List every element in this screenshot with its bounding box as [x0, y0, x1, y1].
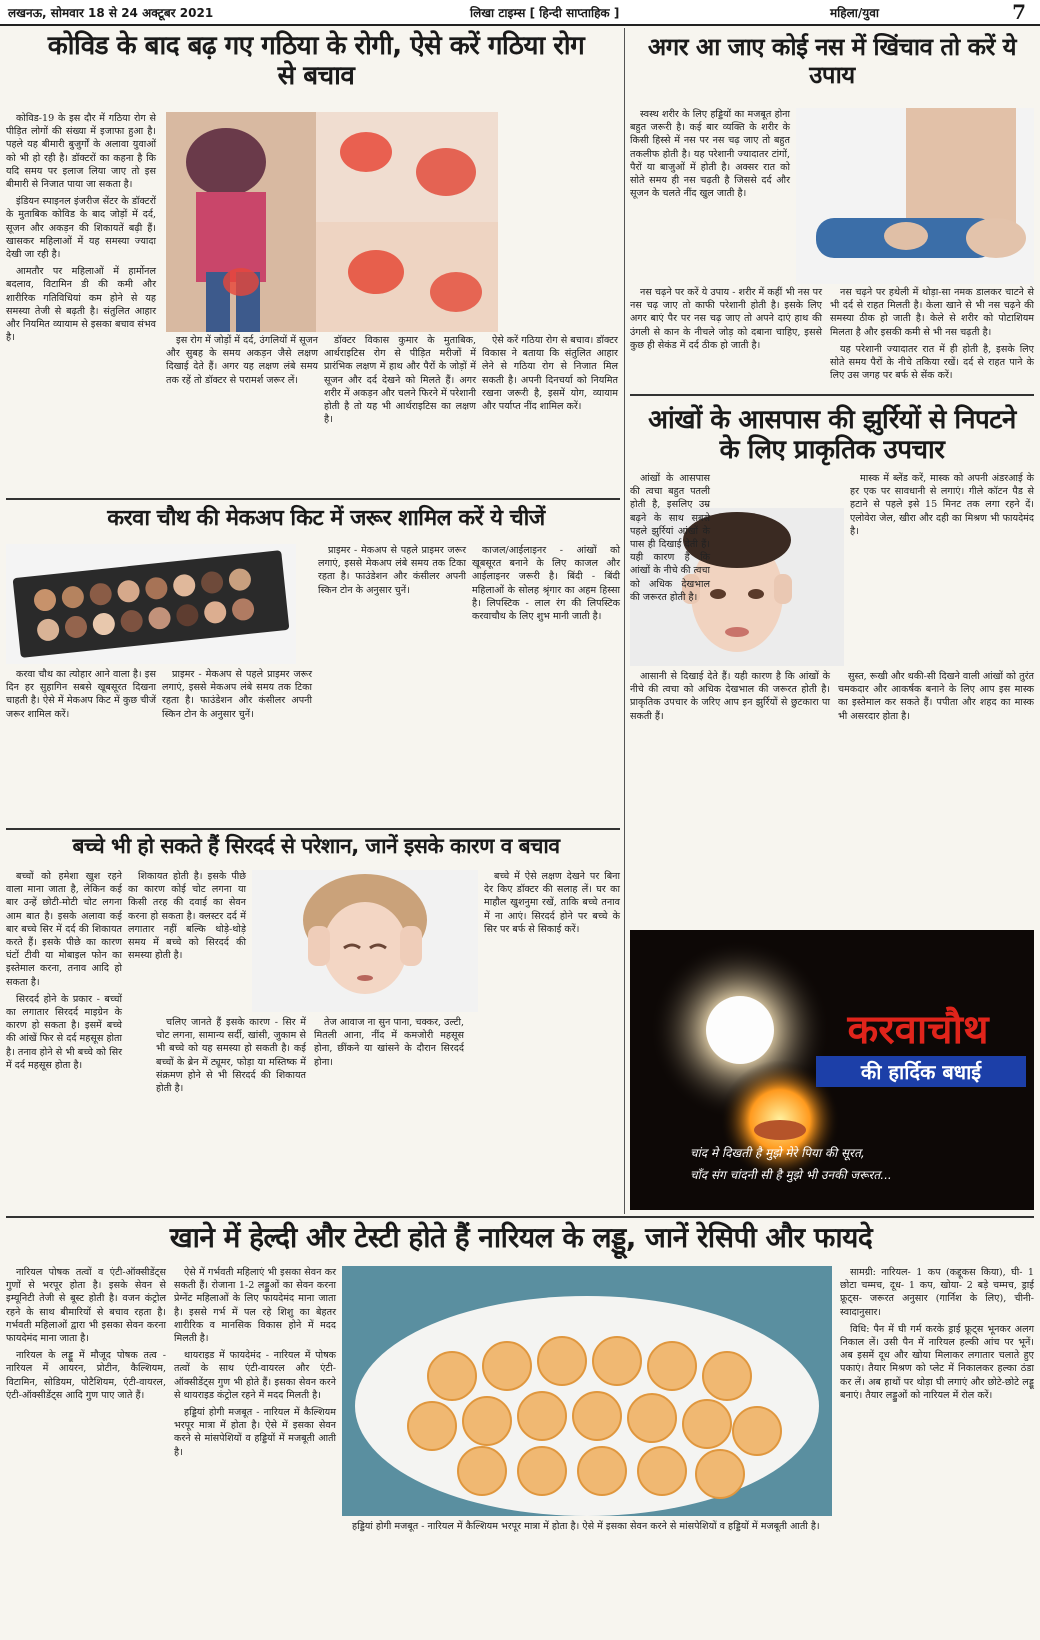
arthritis-collage-image	[166, 112, 498, 332]
article-headline: खाने में हेल्दी और टेस्टी होते हैं नारियल के लड्डू, जानें रेसिपी और फायदे	[169, 1221, 873, 1254]
coconut-ladoo-image	[342, 1266, 832, 1516]
paragraph: हड्डियां होगी मजबूत - नारियल में कैल्शियम भरपूर मात्रा में होता है। ऐसे में इसका सेवन करने से मांसपेशियों व हड्डियों में मजबूती आती है।	[352, 1521, 820, 1532]
makeup-photo	[6, 544, 296, 664]
article-covid-arthritis	[6, 28, 620, 494]
paragraph: प्राइमर - मेकअप से पहले प्राइमर जरूर लगाएं, इससे मेकअप लंबे समय तक टिका रहता है। फाउंडेशन और कंसीलर अपनी स्किन टोन के अनुसार चुनें।	[162, 669, 312, 720]
paragraph: इंडियन स्पाइनल इंजरीज सेंटर के डॉक्टरों के मुताबिक कोविड के बाद जोड़ों में दर्द, सूजन और अकड़न की शिकायतें बढ़ी हैं। खासकर महिलाओं में यह समस्या ज्यादा देखी जा रही है।	[6, 196, 156, 261]
paragraph: नस चढ़ने पर करें ये उपाय - शरीर में कहीं भी नस पर नस चढ़ जाए तो काफी परेशानी होती है। इसके लिए अगर बाएं पैर पर नस चढ़ जाए तो अपने दाएं हाथ की उंगली से कान के नीचले जोड़ को दबाना चाहिए, इससे कुछ ही सेकंड में दर्द ठीक हो जाती है।	[630, 287, 822, 351]
page-number: 7	[1012, 0, 1026, 24]
article-column	[630, 670, 830, 916]
section-divider	[6, 498, 620, 500]
article-column	[166, 334, 318, 492]
article-nerve	[630, 28, 1034, 388]
article-column	[156, 1016, 306, 1212]
paragraph: आसानी से दिखाई देते हैं। यही कारण है कि आंखों के नीचे की त्वचा को अधिक देखभाल की जरूरत होती है। प्राकृतिक उपचार के जरिए आप इन झुर्रियों से छुटकारा पा सकती हैं।	[630, 671, 830, 722]
paragraph: यह परेशानी ज्यादातर रात में ही होती है, इसके लिए सोते समय पैरों के नीचे तकिया रखें। दर्द से राहत पाने के लिए उस जगह पर बर्फ से सेंक करें।	[830, 343, 1034, 382]
paragraph: आमतौर पर महिलाओं में हार्मोनल बदलाव, विटामिन डी की कमी और शारीरिक गतिविधियां कम होने से यह समस्या तेजी से बढ़ती है। संतुलित आहार और नियमित व्यायाम से इसका बचाव संभव है।	[6, 266, 156, 344]
article-column	[6, 112, 156, 492]
article-column	[838, 670, 1034, 916]
paragraph: काजल/आईलाइनर - आंखों को खूबसूरत बनाने के लिए काजल और आईलाइनर जरूरी है। बिंदी - बिंदी महिलाओं के सोलह श्रृंगार का अहम हिस्सा है। लिपस्टिक - लाल रंग की लिपस्टिक करवाचौथ के लिए शुभ मानी जाती है।	[472, 545, 620, 623]
paragraph: आंखों के आसपास की त्वचा बहुत पतली होती है, इसलिए उम्र बढ़ने के साथ सबसे पहले झुर्रियां आंखों के पास ही दिखाई देती हैं। यही कारण है कि आंखों के नीचे की त्वचा को अधिक देखभाल की जरूरत होती है।	[630, 473, 710, 603]
article-column	[6, 668, 156, 822]
article-headline: आंखों के आसपास की झुर्रियों से निपटने के लिए प्राकृतिक उपचार	[648, 405, 1016, 465]
article-ladoo	[6, 1220, 1034, 1636]
article-column	[314, 1016, 464, 1212]
paragraph: नारियल के लड्डू में मौजूद पोषक तत्व - नारियल में आयरन, प्रोटीन, कैल्शियम, विटामिन, सोडियम, पोटैशियम, एंटी-वायरल, एंटी-ऑक्सीडेंट्स आदि गुण पाए जाते हैं।	[6, 1350, 166, 1401]
paragraph: बच्चे में ऐसे लक्षण देखने पर बिना देर किए डॉक्टर की सलाह लें। घर का माहौल खुशनुमा रखें, ताकि बच्चे तनाव में ना आएं। सिरदर्द होने पर बच्चे के सिर पर बर्फ से सिकाई करें।	[484, 871, 620, 935]
paragraph: करवा चौथ का त्योहार आने वाला है। इस दिन हर सुहागिन सबसे खूबसूरत दिखना चाहती है। ऐसे में मेकअप किट में कुछ चीजें जरूर शामिल करें।	[6, 669, 156, 720]
paragraph: थायराइड में फायदेमंद - नारियल में पोषक तत्वों के साथ एंटी-वायरल और एंटी-ऑक्सीडेंट्स गुण भी होते हैं। इसका सेवन करने से थायराइड कंट्रोल रहने में मदद मिलती है।	[174, 1350, 336, 1401]
child-headache-image	[252, 870, 478, 1012]
article-karwa-makeup	[6, 504, 620, 824]
article-headline: बच्चे भी हो सकते हैं सिरदर्द से परेशान, जानें इसके कारण व बचाव	[72, 834, 560, 858]
arthritis-photo	[166, 112, 498, 332]
section-divider	[6, 828, 620, 830]
article-column	[342, 1520, 832, 1634]
article-column	[162, 668, 312, 822]
makeup-palette-image	[6, 544, 296, 664]
article-column	[472, 544, 620, 822]
leg-cramp-image	[796, 108, 1034, 284]
article-column	[6, 1266, 166, 1634]
article-column	[850, 472, 1034, 662]
article-column	[840, 1266, 1034, 1634]
paragraph: इस रोग में जोड़ों में दर्द, उंगलियों में सूजन और सुबह के समय अकड़न जैसे लक्षण दिखाई देते हैं। अगर यह लक्षण लंबे समय तक रहें तो डॉक्टर से परामर्श जरूर लें।	[166, 335, 318, 386]
masthead-date: लखनऊ, सोमवार 18 से 24 अक्टूबर 2021	[8, 6, 214, 20]
section-divider	[630, 394, 1034, 396]
article-headline: कोविड के बाद बढ़ गए गठिया के रोगी, ऐसे करें गठिया रोग से बचाव	[47, 31, 585, 91]
article-column	[630, 472, 710, 603]
paragraph: कोविड-19 के इस दौर में गठिया रोग से पीड़ित लोगों की संख्या में इजाफा हुआ है। पहले यह बीमारी बुजुर्गों के अलावा युवाओं को भी हो रही है। डॉक्टरों का कहना है कि यदि समय पर इलाज लिया जाए तो इस बीमारी से निजात पाया जा सकता है।	[6, 113, 156, 191]
greeting-subtitle: की हार्दिक बधाई	[816, 1056, 1026, 1087]
article-column	[830, 286, 1034, 386]
article-column	[484, 870, 620, 1212]
paragraph: ऐसे करें गठिया रोग से बचाव। डॉक्टर विकास ने बताया कि संतुलित आहार लेने से गठिया रोग से निजात मिल सकती है। अपनी दिनचर्या को नियमित रखना जरूरी है, इसमें योग, व्यायाम और पर्याप्त नींद शामिल करें।	[482, 335, 618, 413]
paragraph: नस चढ़ने पर हथेली में थोड़ा-सा नमक डालकर चाटने से भी दर्द से राहत मिलती है। केला खाने से भी नस चढ़ने की समस्या ठीक हो जाती है। केले से शरीर को पोटाशियम मिलता है और इसकी कमी से भी नस चढ़ती है।	[830, 287, 1034, 338]
article-wrinkles	[630, 400, 1034, 920]
paragraph: हड्डियां होगी मजबूत - नारियल में कैल्शियम भरपूर मात्रा में होता है। ऐसे में इसका सेवन करने से मांसपेशियों व हड्डियों में मजबूती आती है।	[174, 1407, 336, 1458]
article-column	[630, 286, 822, 386]
masthead	[0, 0, 1040, 26]
karwa-chauth-greeting	[630, 930, 1034, 1210]
paragraph: बच्चों को हमेशा खुश रहने वाला माना जाता है, लेकिन कई बार उन्हें छोटी-मोटी चोट लगना आम बात है। इसके अलावा कई बार बच्चे सिर में दर्द की शिकायत करते हैं। इसके पीछे का कारण घंटों टीवी या मोबाइल फोन का इस्तेमाल करना, तनाव आदि हो सकता है।	[6, 871, 122, 988]
paragraph: चलिए जानते हैं इसके कारण - सिर में चोट लगना, सामान्य सर्दी, खांसी, जुकाम से भी बच्चे को यह समस्या हो सकती है। कई बच्चों के ब्रेन में ट्यूमर, फोड़ा या मस्तिष्क में संक्रमण होने से भी सिरदर्द की शिकायत होती है।	[156, 1017, 306, 1095]
article-headline: अगर आ जाए कोई नस में खिंचाव तो करें ये उपाय	[647, 33, 1017, 89]
paragraph: मास्क में ब्लेंड करें, मास्क को अपनी अंडरआई के हर एक पर सावधानी से लगाएं। गीले कॉटन पैड से हटाने से पहले इसे 15 मिनट तक लगा रहने दें। एलोवेरा जेल, खीरा और दही का मिश्रण भी फायदेमंद है।	[850, 473, 1034, 537]
column-divider	[624, 28, 625, 1214]
paragraph: विधि: पैन में घी गर्म करके ड्राई फ्रूट्स भूनकर अलग निकाल लें। उसी पैन में नारियल हल्की आंच पर भूनें। अब इसमें दूध और खोया मिलाकर लगातार चलाते हुए पकाएं। तैयार मिश्रण को प्लेट में निकालकर हल्का ठंडा कर लें। अब हाथों पर थोड़ा घी लगाएं और छोटे-छोटे लड्डू बनाएं। तैयार लड्डुओं को नारियल में रोल करें।	[840, 1323, 1034, 1401]
paragraph: डॉक्टर विकास कुमार के मुताबिक, आर्थराइटिस रोग से पीड़ित मरीजों में प्रारंभिक लक्षण में हाथ और पैरों के जोड़ों में सूजन और दर्द देखने को मिलते हैं। अगर शरीर में अकड़न और चलने फिरने में परेशानी होती है तो यह भी आर्थराइटिस का लक्षण है।	[324, 335, 476, 426]
nerve-photo	[796, 108, 1034, 284]
greeting-title: करवाचौथ	[847, 1007, 989, 1053]
article-headline: करवा चौथ की मेकअप किट में जरूर शामिल करें ये चीजें	[107, 506, 545, 531]
paragraph: प्राइमर - मेकअप से पहले प्राइमर जरूर लगाएं, इससे मेकअप लंबे समय तक टिका रहता है। फाउंडेशन और कंसीलर अपनी स्किन टोन के अनुसार चुनें।	[318, 545, 466, 596]
ladoo-photo	[342, 1266, 832, 1516]
paragraph: तेज आवाज ना सुन पाना, चक्कर, उल्टी, मितली आना, नींद में कमजोरी महसूस होना, छींकने या खांसने के दौरान सिरदर्द होना।	[314, 1017, 464, 1068]
section-divider	[6, 1216, 1034, 1218]
headache-photo	[252, 870, 478, 1012]
article-column	[482, 334, 618, 492]
greeting-couplet-line-1: चांद मे दिखती है मुझे मेरे पिया की सूरत,	[690, 1146, 865, 1160]
article-column	[174, 1266, 336, 1634]
paragraph: सिरदर्द होने के प्रकार - बच्चों का लगातार सिरदर्द माइग्रेन के कारण हो सकता है। इसमें बच्चे की आंखें फिर से दर्द महसूस होता है। तनाव होने से भी बच्चे को सिर में दर्द महसूस होता है।	[6, 993, 122, 1071]
article-column	[6, 870, 122, 1212]
masthead-publication: लिखा टाइम्स [ हिन्दी साप्ताहिक ]	[470, 6, 620, 20]
article-column	[324, 334, 476, 492]
masthead-section: महिला/युवा	[830, 6, 880, 20]
paragraph: सुस्त, रूखी और थकी-सी दिखने वाली आंखों को तुरंत चमकदार और आकर्षक बनाने के लिए आप इस मास्क का इस्तेमाल कर सकते हैं। पपीता और शहद का मास्क भी असरदार होता है।	[838, 671, 1034, 722]
article-headache	[6, 832, 620, 1214]
paragraph: स्वस्थ शरीर के लिए हड्डियों का मजबूत होना बहुत जरूरी है। कई बार व्यक्ति के शरीर के किसी हिस्से में नस पर नस चढ़ जाए तो बहुत तकलीफ होती है। यह परेशानी ज्यादातर टांगों, पैरों या बाजुओं में होती है। अक्सर रात को सोते समय ही नस चढ़ती है जिससे दर्द और सूजन के चलते नींद खुल जाती है।	[630, 109, 790, 200]
greeting-couplet-line-2: चाँद संग चांदनी सी है मुझे भी उनकी जरूरत...	[690, 1168, 892, 1182]
paragraph: शिकायत होती है। इसके पीछे का कारण कोई चोट लगना या किसी तरह की दवाई का सेवन करना हो सकता है। क्लस्टर दर्द में लगातार नहीं बल्कि थोड़े-थोड़े समय में बच्चे को सिरदर्द की समस्या होती है।	[128, 871, 246, 962]
article-column	[630, 108, 790, 284]
paragraph: ऐसे में गर्भवती महिलाएं भी इसका सेवन कर सकती हैं। रोजाना 1-2 लड्डुओं का सेवन करना प्रेग्नेंट महिलाओं के लिए फायदेमंद माना जाता है। इससे गर्भ में पल रहे शिशु का बेहतर शारीरिक व मानसिक विकास होने में मदद मिलती है।	[174, 1267, 336, 1345]
article-column	[318, 544, 466, 822]
paragraph: नारियल पोषक तत्वों व एंटी-ऑक्सीडेंट्स गुणों से भरपूर होता है। इसके सेवन से इम्यूनिटी तेजी से बूस्ट होती है। वजन कंट्रोल रहने के साथ बीमारियों से बचाव रहता है। गर्भवती महिलाओं द्वारा भी इसका सेवन करना फायदेमंद माना जाता है।	[6, 1267, 166, 1345]
paragraph: सामग्री: नारियल- 1 कप (कद्दूकस किया), घी- 1 छोटा चम्मच, दूध- 1 कप, खोया- 2 बड़े चम्मच, ड्राई फ्रूट्स- जरूरत अनुसार (गार्निश के लिए), चीनी- स्वादानुसार।	[840, 1267, 1034, 1318]
